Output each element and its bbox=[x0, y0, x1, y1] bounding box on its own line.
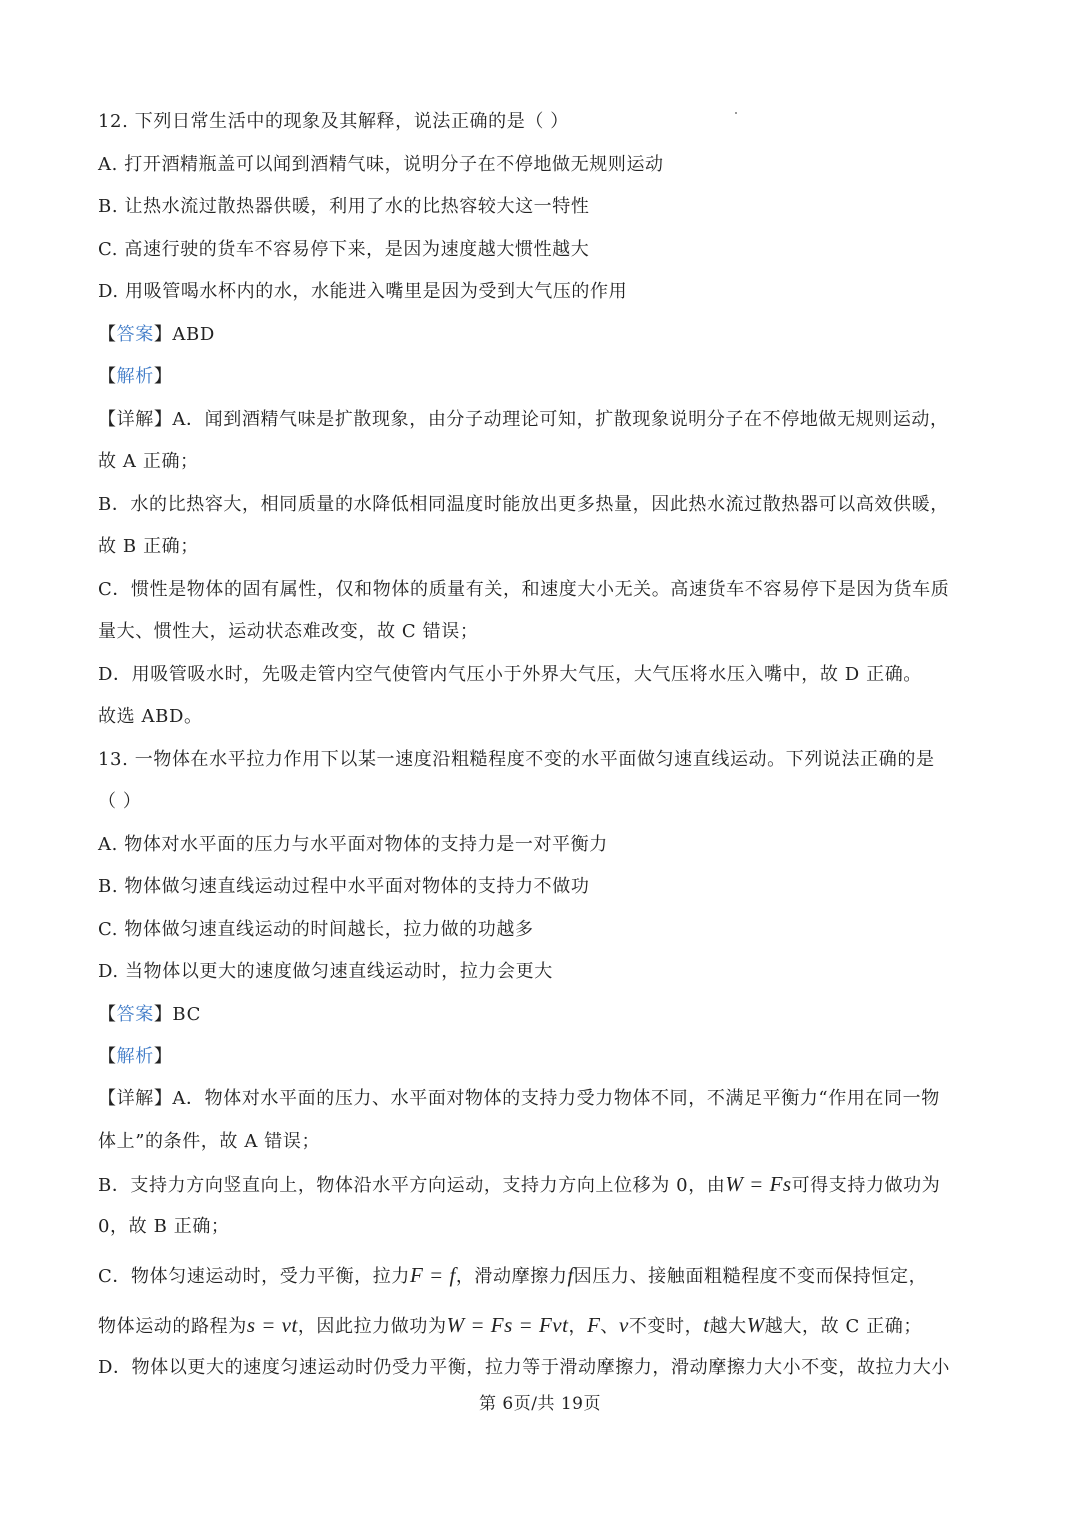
formula-F: F bbox=[587, 1313, 601, 1337]
q12-analysis-line bbox=[98, 365, 990, 389]
q13-answer-value: BC bbox=[172, 1004, 201, 1025]
q12-option-c: C. 高速行驶的货车不容易停下来，是因为速度越大惯性越大 bbox=[98, 239, 590, 260]
q13-option-b: B. 物体做匀速直线运动过程中水平面对物体的支持力不做功 bbox=[98, 876, 590, 897]
q13-detail-a-line2: 体上”的条件，故 A 错误； bbox=[98, 1131, 321, 1152]
q13-detail-a-line1 bbox=[98, 1087, 990, 1111]
formula-v: v bbox=[619, 1313, 629, 1337]
q12-option-a: A. 打开酒精瓶盖可以闻到酒精气味，说明分子在不停地做无规则运动 bbox=[98, 154, 664, 175]
q12-detail-a-text: A．闻到酒精气味是扩散现象，由分子动理论可知，扩散现象说明分子在不停地做无规则运动， bbox=[172, 409, 949, 430]
formula-f: f bbox=[567, 1263, 574, 1287]
q13-detail-c2-text: 物体运动的路程为 bbox=[98, 1316, 247, 1337]
answer-tag: 【答案】 bbox=[98, 1004, 173, 1025]
q12-detail-a-line1 bbox=[98, 408, 990, 432]
analysis-tag: 【解析】 bbox=[98, 366, 173, 387]
q12-stem: 12. 下列日常生活中的现象及其解释，说法正确的是（ ） bbox=[98, 111, 569, 132]
q13-detail-b-text: B．支持力方向竖直向上，物体沿水平方向运动，支持力方向上位移为 0，由 bbox=[98, 1175, 726, 1196]
answer-tag-label: 答案 bbox=[116, 324, 154, 345]
formula-w-fs: W = Fs bbox=[725, 1172, 792, 1196]
detail-tag: 【详解】 bbox=[98, 1088, 173, 1109]
q13-detail-b-line1 bbox=[98, 1172, 990, 1198]
q13-option-a: A. 物体对水平面的压力与水平面对物体的支持力是一对平衡力 bbox=[98, 834, 608, 855]
detail-tag-label: 详解 bbox=[116, 409, 154, 430]
analysis-tag: 【解析】 bbox=[98, 1046, 173, 1067]
q13-detail-c-text-mid: ，滑动摩擦力 bbox=[455, 1266, 568, 1287]
q12-option-d: D. 用吸管喝水杯内的水，水能进入嘴里是因为受到大气压的作用 bbox=[98, 281, 628, 302]
q13-detail-c2-text-mid4: 不变时， bbox=[628, 1316, 704, 1337]
q13-detail-b-text-end: 可得支持力做功为 bbox=[791, 1175, 941, 1196]
formula-W: W bbox=[746, 1313, 765, 1337]
q13-detail-c-line2 bbox=[98, 1313, 990, 1339]
q13-option-d: D. 当物体以更大的速度做匀速直线运动时，拉力会更大 bbox=[98, 961, 553, 982]
analysis-tag-label: 解析 bbox=[116, 1046, 154, 1067]
q13-detail-d-line1: D．物体以更大的速度匀速运动时仍受力平衡，拉力等于滑动摩擦力，滑动摩擦力大小不变，故拉力大小 bbox=[98, 1357, 951, 1378]
formula-s-vt: s = vt bbox=[246, 1313, 298, 1337]
q12-detail-b-line1: B．水的比热容大，相同质量的水降低相同温度时能放出更多热量，因此热水流过散热器可以高效供暖， bbox=[98, 494, 949, 515]
q12-detail-d-line1: D．用吸管吸水时，先吸走管内空气使管内气压小于外界大气压，大气压将水压入嘴中，故 D 正确。 bbox=[98, 664, 922, 685]
detail-tag-label: 详解 bbox=[116, 1088, 154, 1109]
q13-stem-line2: （ ） bbox=[98, 791, 142, 812]
q13-detail-c-line1 bbox=[98, 1263, 990, 1289]
answer-tag: 【答案】 bbox=[98, 324, 173, 345]
formula-w-fs-fvt: W = Fs = Fvt bbox=[446, 1313, 569, 1337]
q13-detail-c2-text-mid3: 、 bbox=[600, 1316, 619, 1337]
q13-detail-a-text: A．物体对水平面的压力、水平面对物体的支持力受力物体不同，不满足平衡力“作用在同一物 bbox=[172, 1088, 940, 1109]
q13-detail-c2-text-mid1: ，因此拉力做功为 bbox=[297, 1316, 447, 1337]
q13-analysis-line bbox=[98, 1045, 990, 1069]
q12-option-b: B. 让热水流过散热器供暖，利用了水的比热容较大这一特性 bbox=[98, 196, 590, 217]
q13-detail-c-text-end: 因压力、接触面粗糙程度不变而保持恒定， bbox=[573, 1266, 928, 1287]
q13-detail-c2-text-mid5: 越大 bbox=[709, 1316, 747, 1337]
q13-detail-c2-text-end: 越大，故 C 正确； bbox=[764, 1316, 922, 1337]
q12-detail-c-line2: 量大、惯性大，运动状态难改变，故 C 错误； bbox=[98, 621, 479, 642]
q13-stem-line1: 13. 一物体在水平拉力作用下以某一速度沿粗糙程度不变的水平面做匀速直线运动。下列说法正确的是 bbox=[98, 749, 935, 770]
q12-detail-a-line2: 故 A 正确； bbox=[98, 451, 199, 472]
q13-detail-c2-text-mid2: ， bbox=[568, 1316, 588, 1337]
formula-t: t bbox=[703, 1313, 710, 1337]
q12-answer-line bbox=[98, 323, 990, 347]
q12-detail-b-line2: 故 B 正确； bbox=[98, 536, 199, 557]
q13-answer-line bbox=[98, 1003, 990, 1027]
q13-option-c: C. 物体做匀速直线运动的时间越长，拉力做的功越多 bbox=[98, 919, 534, 940]
detail-tag: 【详解】 bbox=[98, 409, 173, 430]
page-footer: 第 6页/共 19页 bbox=[479, 1394, 601, 1414]
formula-f-eq-f: F = f bbox=[409, 1263, 456, 1287]
answer-tag-label: 答案 bbox=[116, 1004, 154, 1025]
q12-detail-c-line1: C．惯性是物体的固有属性，仅和物体的质量有关，和速度大小无关。高速货车不容易停下是因为货车质 bbox=[98, 579, 950, 600]
q12-answer-value: ABD bbox=[172, 324, 215, 345]
analysis-tag-label: 解析 bbox=[116, 366, 154, 387]
q13-detail-c-text: C．物体匀速运动时，受力平衡，拉力 bbox=[98, 1266, 410, 1287]
q13-detail-b-line2: 0，故 B 正确； bbox=[98, 1216, 230, 1237]
q12-conclusion: 故选 ABD。 bbox=[98, 706, 203, 727]
